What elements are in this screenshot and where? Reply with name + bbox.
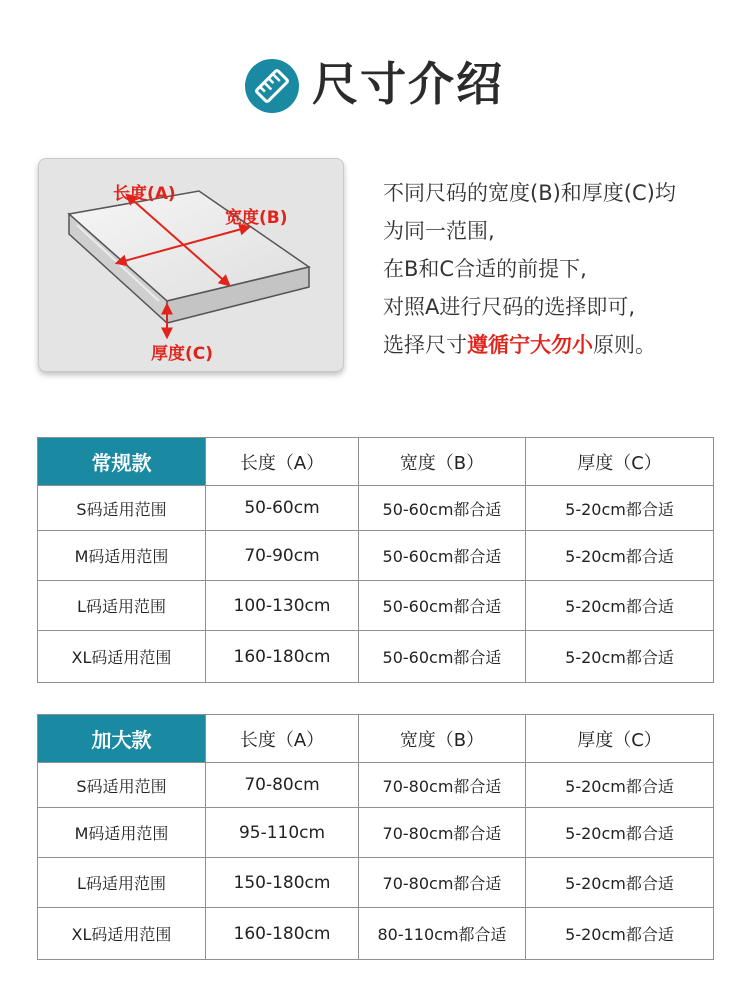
length-value: 160-180cm bbox=[206, 908, 359, 960]
table-row bbox=[38, 908, 714, 960]
size-table-large bbox=[37, 714, 714, 960]
size-label: S码适用范围 bbox=[38, 486, 206, 531]
width-value: 80-110cm都合适 bbox=[359, 908, 526, 960]
table-row bbox=[38, 531, 714, 581]
desc-line-4: 对照A进行尺码的选择即可, bbox=[383, 295, 636, 319]
thickness-value: 5-20cm都合适 bbox=[526, 908, 714, 960]
size-description bbox=[383, 174, 743, 364]
size-label: XL码适用范围 bbox=[38, 631, 206, 683]
thickness-value: 5-20cm都合适 bbox=[526, 531, 714, 581]
desc-highlight: 遵循宁大勿小 bbox=[467, 333, 593, 357]
desc-line-2: 为同一范围, bbox=[383, 219, 495, 243]
width-value: 50-60cm都合适 bbox=[359, 581, 526, 631]
width-value: 50-60cm都合适 bbox=[359, 531, 526, 581]
table-row bbox=[38, 858, 714, 908]
length-value: 70-90cm bbox=[206, 531, 359, 581]
table-header-row bbox=[38, 715, 714, 763]
table-row bbox=[38, 486, 714, 531]
length-value: 100-130cm bbox=[206, 581, 359, 631]
length-value: 150-180cm bbox=[206, 858, 359, 908]
table-row bbox=[38, 581, 714, 631]
size-label: M码适用范围 bbox=[38, 531, 206, 581]
size-label: L码适用范围 bbox=[38, 858, 206, 908]
size-label: XL码适用范围 bbox=[38, 908, 206, 960]
table-category: 常规款 bbox=[38, 438, 206, 486]
desc-line-5 bbox=[383, 326, 743, 364]
thickness-value: 5-20cm都合适 bbox=[526, 486, 714, 531]
thickness-value: 5-20cm都合适 bbox=[526, 808, 714, 858]
length-value: 95-110cm bbox=[206, 808, 359, 858]
size-table-regular bbox=[37, 437, 714, 683]
desc-line-5-suffix: 原则。 bbox=[593, 333, 656, 357]
header-width: 宽度（B） bbox=[359, 715, 526, 763]
label-thickness-c: 厚度(C) bbox=[151, 344, 214, 364]
header-width: 宽度（B） bbox=[359, 438, 526, 486]
size-label: S码适用范围 bbox=[38, 763, 206, 808]
thickness-value: 5-20cm都合适 bbox=[526, 763, 714, 808]
header-thickness: 厚度（C） bbox=[526, 715, 714, 763]
ruler-icon bbox=[244, 58, 300, 114]
size-label: L码适用范围 bbox=[38, 581, 206, 631]
width-value: 70-80cm都合适 bbox=[359, 763, 526, 808]
desc-line-3: 在B和C合适的前提下, bbox=[383, 257, 587, 281]
thickness-value: 5-20cm都合适 bbox=[526, 581, 714, 631]
header-thickness: 厚度（C） bbox=[526, 438, 714, 486]
label-length-a: 长度(A) bbox=[113, 184, 176, 204]
desc-line-1: 不同尺码的宽度(B)和厚度(C)均 bbox=[383, 181, 676, 205]
table-row bbox=[38, 808, 714, 858]
label-width-b: 宽度(B) bbox=[225, 208, 288, 228]
header-length: 长度（A） bbox=[206, 438, 359, 486]
length-value: 50-60cm bbox=[206, 486, 359, 531]
width-value: 50-60cm都合适 bbox=[359, 486, 526, 531]
width-value: 50-60cm都合适 bbox=[359, 631, 526, 683]
header-length: 长度（A） bbox=[206, 715, 359, 763]
length-value: 70-80cm bbox=[206, 763, 359, 808]
thickness-value: 5-20cm都合适 bbox=[526, 631, 714, 683]
table-row bbox=[38, 763, 714, 808]
width-value: 70-80cm都合适 bbox=[359, 858, 526, 908]
table-category: 加大款 bbox=[38, 715, 206, 763]
page-title: 尺寸介绍 bbox=[312, 57, 504, 111]
length-value: 160-180cm bbox=[206, 631, 359, 683]
mattress-diagram bbox=[38, 158, 344, 372]
table-header-row bbox=[38, 438, 714, 486]
thickness-value: 5-20cm都合适 bbox=[526, 858, 714, 908]
size-label: M码适用范围 bbox=[38, 808, 206, 858]
width-value: 70-80cm都合适 bbox=[359, 808, 526, 858]
table-row bbox=[38, 631, 714, 683]
page-header bbox=[0, 56, 750, 116]
desc-line-5-prefix: 选择尺寸 bbox=[383, 333, 467, 357]
